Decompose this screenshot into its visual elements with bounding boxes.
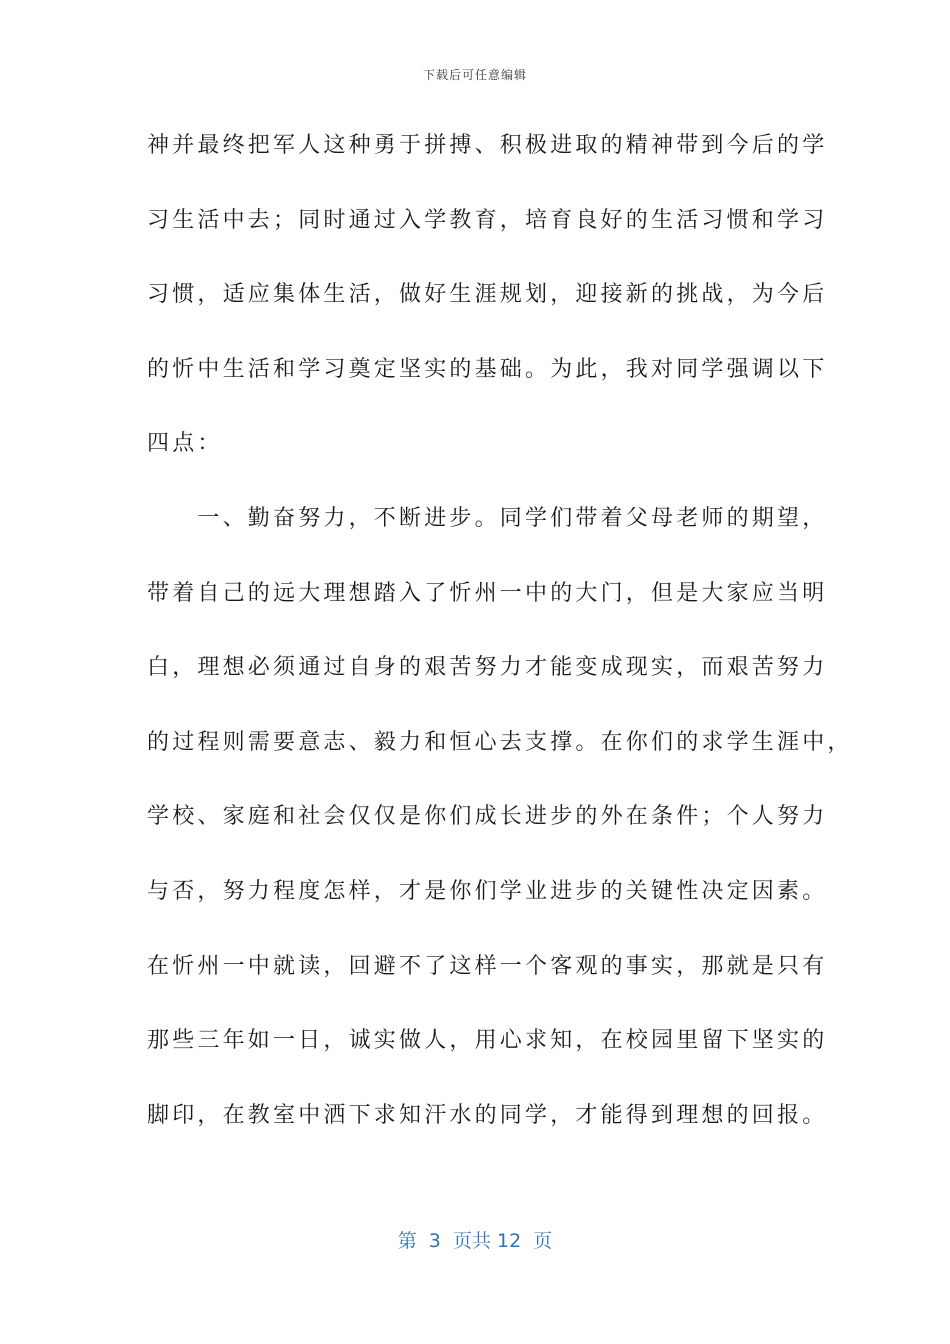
page-number-footer: 第 3 页共 12 页 [397,1230,553,1252]
text-line: 在忻州一中就读，回避不了这样一个客观的事实，那就是只有 [147,953,828,979]
text-line: 白，理想必须通过自身的艰苦努力才能变成现实，而艰苦努力 [147,655,828,681]
text-line: 神并最终把军人这种勇于拼搏、积极进取的精神带到今后的学 [147,133,828,158]
text-line: 与否，努力程度怎样，才是你们学业进步的关键性决定因素。 [147,878,828,904]
text-line: 的忻中生活和学习奠定坚实的基础。为此，我对同学强调以下 [147,356,828,382]
text-line: 一、勤奋努力，不断进步。同学们带着父母老师的期望， [147,505,828,531]
text-line: 四点： [147,431,223,457]
text-line: 的过程则需要意志、毅力和恒心去支撑。在你们的求学生涯中， [147,729,853,755]
text-line: 习惯，适应集体生活，做好生涯规划，迎接新的挑战，为今后 [147,282,828,308]
text-line: 学校、家庭和社会仅仅是你们成长进步的外在条件；个人努力 [147,804,828,830]
text-line: 习生活中去；同时通过入学教育，培育良好的生活习惯和学习 [147,207,828,233]
page-header: 下载后可任意编辑 [422,68,527,82]
body-text [147,122,853,1166]
text-line: 带着自己的远大理想踏入了忻州一中的大门，但是大家应当明 [147,580,828,606]
text-line: 那些三年如一日，诚实做人，用心求知，在校园里留下坚实的 [147,1028,828,1054]
text-line: 脚印，在教室中洒下求知汗水的同学，才能得到理想的回报。 [147,1102,828,1128]
